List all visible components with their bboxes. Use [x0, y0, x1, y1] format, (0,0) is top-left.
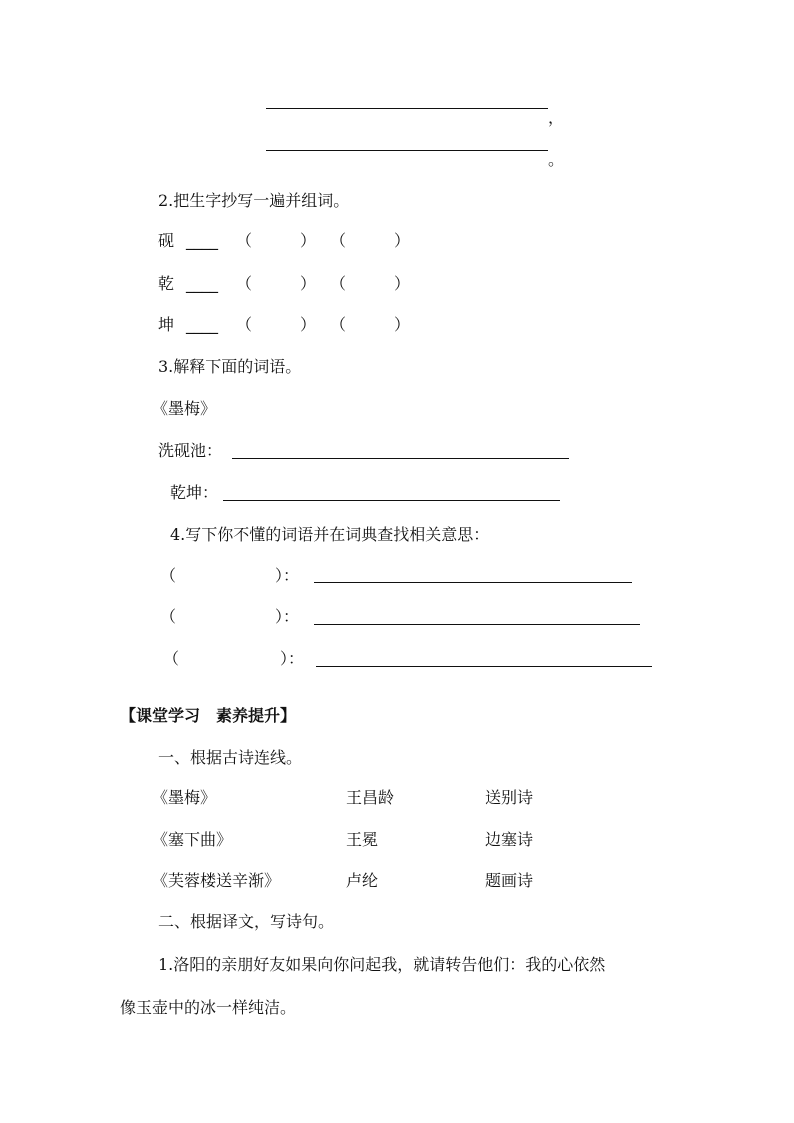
word-blank-2[interactable]: （ ） — [330, 274, 411, 293]
match-poem[interactable]: 《墨梅》 — [152, 788, 217, 807]
answer-blank-line-2[interactable] — [266, 150, 548, 151]
word-blank-2[interactable]: （ ） — [330, 231, 411, 250]
char-label: 砚 — [158, 231, 175, 250]
part-1-title: 一、根据古诗连线。 — [158, 748, 303, 767]
word-blank-1[interactable]: （ ） — [236, 231, 317, 250]
word-paren-close: ）： — [280, 649, 305, 668]
meaning-answer-line[interactable] — [314, 582, 632, 583]
word-paren-open: （ — [160, 607, 177, 626]
punct-period: 。 — [548, 150, 565, 169]
part-2-title: 二、根据译文，写诗句。 — [158, 912, 335, 931]
word-paren-open: （ — [163, 649, 180, 668]
term-answer-line[interactable] — [223, 500, 560, 501]
section-4-title: 4.写下你不懂的词语并在词典查找相关意思： — [170, 525, 490, 544]
word-blank-1[interactable]: （ ） — [236, 315, 317, 334]
word-paren-close: ）： — [275, 607, 300, 626]
copy-blank[interactable]: ____ — [186, 274, 218, 293]
word-blank-1[interactable]: （ ） — [236, 274, 317, 293]
term-label: 乾坤： — [170, 483, 219, 502]
term-label: 洗砚池： — [158, 441, 223, 460]
punct-comma: ， — [548, 108, 565, 127]
section-3-title: 3.解释下面的词语。 — [158, 357, 302, 376]
char-label: 乾 — [158, 274, 175, 293]
word-paren-open: （ — [160, 566, 177, 585]
copy-blank[interactable]: ____ — [186, 315, 218, 334]
term-answer-line[interactable] — [232, 458, 569, 459]
meaning-answer-line[interactable] — [316, 666, 652, 667]
match-author[interactable]: 王昌龄 — [346, 788, 395, 807]
copy-blank[interactable]: ____ — [186, 231, 218, 250]
match-genre[interactable]: 题画诗 — [485, 871, 534, 890]
word-paren-close: ）： — [275, 566, 300, 585]
section-2-title: 2.把生字抄写一遍并组词。 — [158, 191, 350, 210]
poem-title: 《墨梅》 — [152, 399, 217, 418]
match-genre[interactable]: 边塞诗 — [485, 830, 534, 849]
question-1-line-1: 1.洛阳的亲朋好友如果向你问起我，就请转告他们：我的心依然 — [158, 955, 606, 974]
word-blank-2[interactable]: （ ） — [330, 315, 411, 334]
match-author[interactable]: 卢纶 — [346, 871, 379, 890]
char-label: 坤 — [158, 315, 175, 334]
answer-blank-line-1[interactable] — [266, 108, 548, 109]
classroom-heading: 【课堂学习 素养提升】 — [120, 706, 297, 725]
question-1-line-2: 像玉壶中的冰一样纯洁。 — [120, 998, 297, 1017]
match-poem[interactable]: 《芙蓉楼送辛渐》 — [152, 871, 281, 890]
match-genre[interactable]: 送别诗 — [485, 788, 534, 807]
match-author[interactable]: 王冕 — [346, 830, 379, 849]
match-poem[interactable]: 《塞下曲》 — [152, 830, 233, 849]
meaning-answer-line[interactable] — [314, 624, 640, 625]
